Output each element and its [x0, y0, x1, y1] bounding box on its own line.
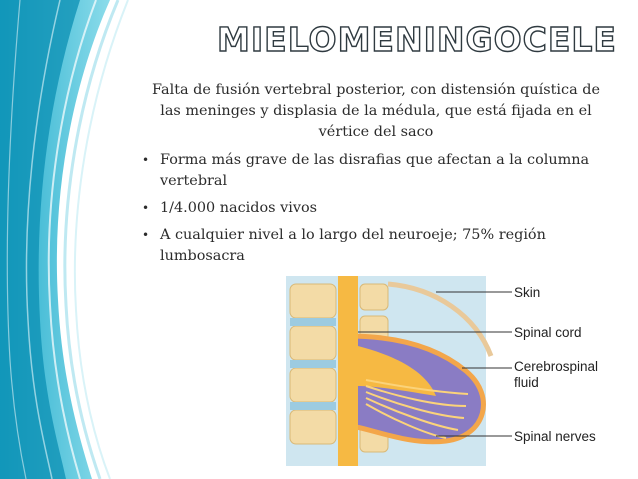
bullet-text-3: A cualquier nivel a lo largo del neuroeje; 75% región lumbosacra [160, 227, 546, 264]
bullet-text-1: Forma más grave de las disrafias que afectan a la columna vertebral [160, 152, 590, 189]
myelomeningocele-diagram [286, 276, 616, 466]
bullet-list [140, 150, 610, 273]
label-csf-line1: Cerebrospinal [514, 359, 599, 374]
bullet-item-2 [140, 198, 610, 219]
decorative-waves [0, 0, 140, 479]
bullet-dot: • [142, 228, 150, 242]
label-csf-line2: fluid [514, 375, 539, 390]
bullet-dot: • [142, 201, 150, 215]
bullet-dot: • [142, 153, 150, 167]
bullet-text-2: 1/4.000 nacidos vivos [160, 200, 318, 216]
bullet-item-1 [140, 150, 610, 192]
slide-title: MIELOMENINGOCELE [217, 20, 617, 59]
intro-paragraph: Falta de fusión vertebral posterior, con distensión quística de las meninges y displasia de la médula, que está fijada en el vértice del saco [152, 82, 600, 140]
bullet-item-3 [140, 225, 610, 267]
label-spinal-nerves: Spinal nerves [514, 429, 596, 444]
label-spinal-cord: Spinal cord [514, 325, 582, 340]
label-skin: Skin [514, 285, 541, 300]
